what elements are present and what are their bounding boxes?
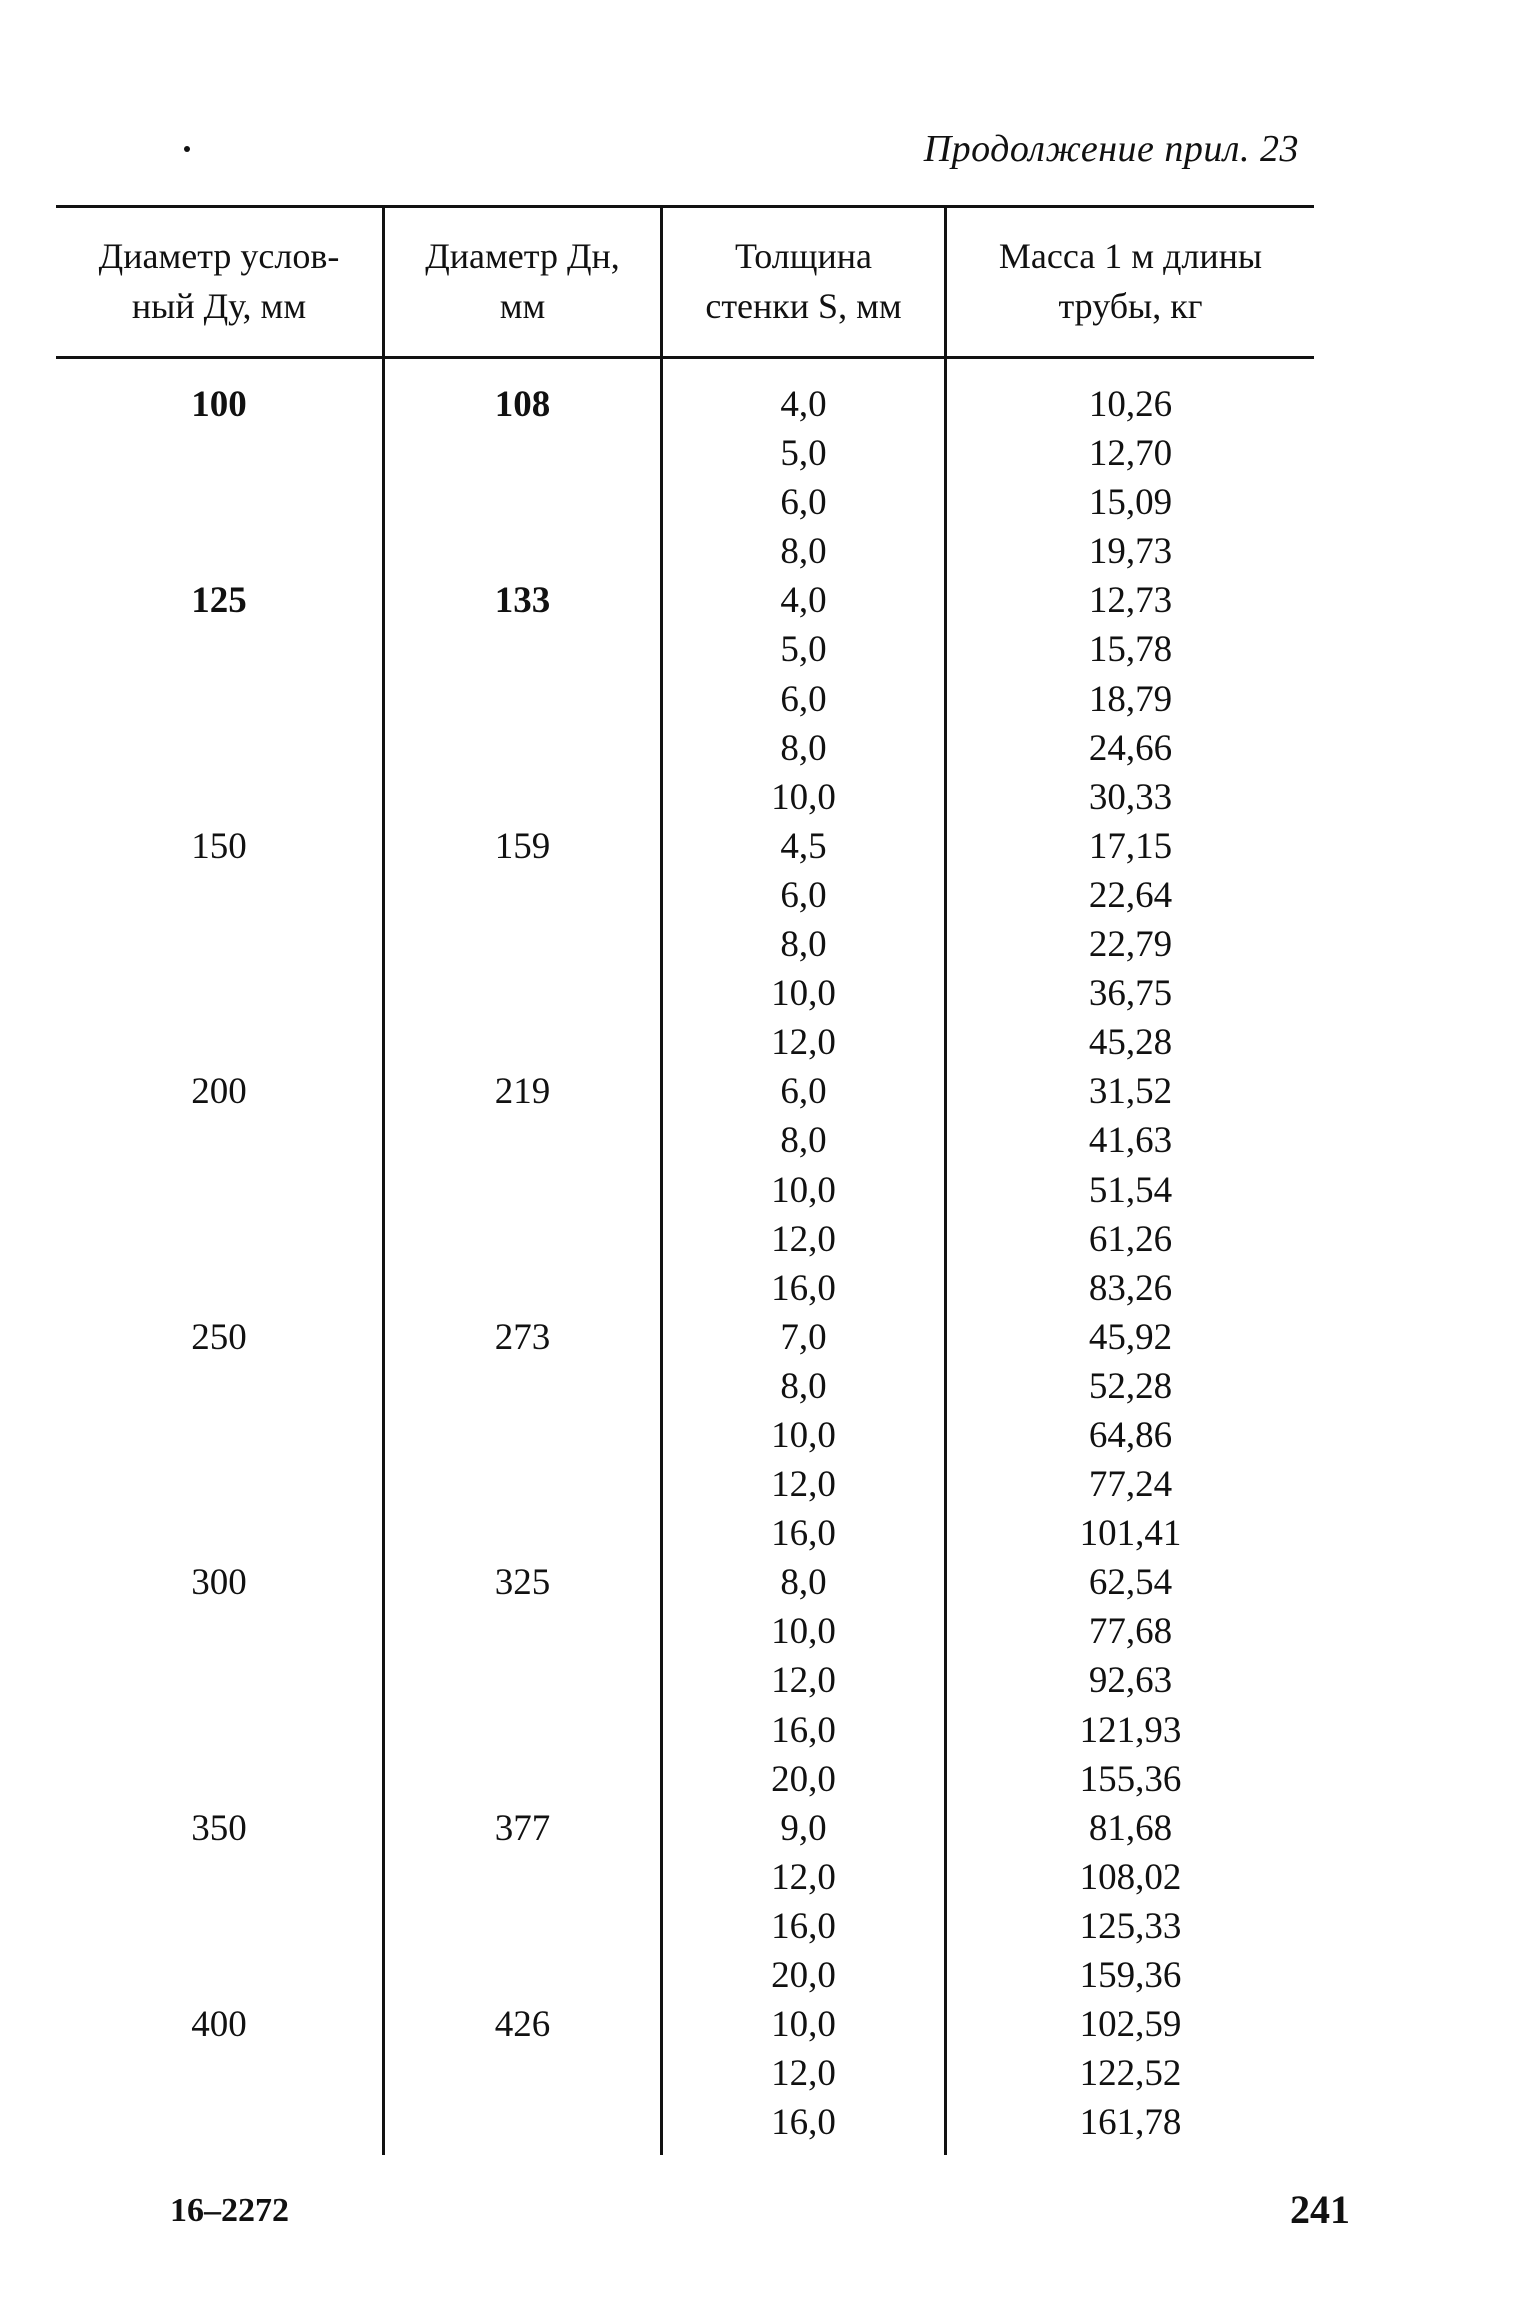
table-row (56, 1362, 1314, 1411)
table-row (56, 2098, 1314, 2147)
nominal-diameter-cell: 200 (191, 1071, 247, 1113)
wall-thickness-cell: 8,0 (780, 1365, 827, 1407)
wall-thickness-cell: 4,5 (780, 825, 827, 867)
wall-thickness-cell: 12,0 (771, 2053, 836, 2095)
table-row (56, 380, 1314, 429)
table-row (56, 1951, 1314, 2000)
table-row (56, 822, 1314, 871)
table-row (56, 2000, 1314, 2049)
header-line: Диаметр услов- (98, 236, 340, 276)
table-row (56, 625, 1314, 674)
wall-thickness-cell: 20,0 (771, 1955, 836, 1996)
mass-cell: 155,36 (1079, 1758, 1182, 1800)
table-body (56, 380, 1314, 2147)
table-row (56, 724, 1314, 773)
nominal-diameter-cell: 125 (191, 580, 247, 622)
table-row (56, 576, 1314, 625)
wall-thickness-cell: 6,0 (780, 678, 827, 720)
wall-thickness-cell: 12,0 (771, 1022, 836, 1064)
mass-cell: 22,79 (1088, 924, 1173, 966)
header-bottom-rule (56, 356, 1314, 359)
wall-thickness-cell: 7,0 (780, 1316, 827, 1358)
wall-thickness-cell: 4,0 (780, 384, 827, 425)
mass-cell: 77,24 (1088, 1464, 1173, 1506)
mass-cell: 30,33 (1088, 776, 1173, 818)
wall-thickness-cell: 8,0 (780, 727, 827, 769)
header-line: ный Ду, мм (131, 286, 307, 326)
wall-thickness-cell: 5,0 (780, 433, 827, 475)
wall-thickness-cell: 16,0 (771, 1267, 836, 1309)
table-row (56, 1460, 1314, 1509)
outer-diameter-cell: 426 (494, 2004, 551, 2046)
table-row (56, 969, 1314, 1018)
wall-thickness-cell: 10,0 (771, 1611, 836, 1653)
wall-thickness-cell: 6,0 (780, 1071, 827, 1113)
printer-signature: 16–2272 (170, 2192, 289, 2229)
mass-cell: 83,26 (1088, 1267, 1173, 1309)
wall-thickness-cell: 10,0 (771, 1414, 836, 1456)
table-row (56, 675, 1314, 724)
table-row (56, 1411, 1314, 1460)
wall-thickness-cell: 12,0 (771, 1660, 836, 1702)
mass-cell: 19,73 (1088, 531, 1173, 573)
mass-cell: 52,28 (1088, 1365, 1173, 1407)
mass-cell: 24,66 (1088, 727, 1173, 769)
mass-cell: 77,68 (1088, 1611, 1173, 1653)
nominal-diameter-cell: 300 (191, 1562, 247, 1604)
wall-thickness-cell: 16,0 (771, 1905, 836, 1947)
mass-cell: 17,15 (1088, 825, 1173, 867)
nominal-diameter-cell: 350 (191, 1807, 247, 1849)
wall-thickness-cell: 20,0 (771, 1758, 836, 1800)
header-nominal-diameter (56, 231, 382, 331)
wall-thickness-cell: 9,0 (780, 1807, 827, 1849)
table-row (56, 1558, 1314, 1607)
table-row (56, 478, 1314, 527)
header-line: трубы, кг (1058, 286, 1203, 326)
table-row (56, 1215, 1314, 1264)
header-outer-diameter (385, 231, 660, 331)
page-number: 241 (1290, 2187, 1350, 2232)
nominal-diameter-cell: 150 (191, 825, 247, 867)
mass-cell: 45,28 (1088, 1022, 1173, 1064)
wall-thickness-cell: 8,0 (780, 1120, 827, 1162)
table-row (56, 1804, 1314, 1853)
wall-thickness-cell: 12,0 (771, 1464, 836, 1506)
mass-cell: 61,26 (1088, 1218, 1173, 1260)
header-line: мм (499, 286, 546, 326)
mass-cell: 92,63 (1088, 1660, 1173, 1702)
mass-cell: 15,09 (1088, 482, 1173, 524)
wall-thickness-cell: 5,0 (780, 629, 827, 671)
table-row (56, 1018, 1314, 1067)
wall-thickness-cell: 16,0 (771, 2102, 836, 2144)
wall-thickness-cell: 6,0 (780, 482, 827, 524)
header-line: Диаметр Дн, (425, 236, 620, 276)
wall-thickness-cell: 10,0 (771, 2004, 836, 2046)
mass-cell: 10,26 (1088, 384, 1173, 425)
header-wall-thickness (663, 231, 944, 331)
table-row (56, 1656, 1314, 1705)
mass-cell: 125,33 (1079, 1905, 1182, 1947)
table-row (56, 2049, 1314, 2098)
table-row (56, 773, 1314, 822)
outer-diameter-cell: 325 (494, 1562, 551, 1604)
nominal-diameter-cell: 100 (191, 384, 247, 425)
wall-thickness-cell: 4,0 (780, 580, 827, 622)
outer-diameter-cell: 377 (494, 1807, 551, 1849)
header-line: Масса 1 м длины (998, 236, 1263, 276)
mass-cell: 62,54 (1088, 1562, 1173, 1604)
wall-thickness-cell: 16,0 (771, 1513, 836, 1555)
bullet-mark (184, 146, 190, 152)
mass-cell: 36,75 (1088, 973, 1173, 1015)
table-row (56, 1607, 1314, 1656)
mass-cell: 22,64 (1088, 874, 1173, 916)
wall-thickness-cell: 8,0 (780, 924, 827, 966)
table-row (56, 429, 1314, 478)
mass-cell: 31,52 (1088, 1071, 1173, 1113)
wall-thickness-cell: 8,0 (780, 1562, 827, 1604)
header-line: Толщина (734, 236, 872, 276)
outer-diameter-cell: 108 (494, 384, 551, 425)
outer-diameter-cell: 159 (494, 825, 551, 867)
table-row (56, 871, 1314, 920)
table-row (56, 1853, 1314, 1902)
nominal-diameter-cell: 400 (191, 2004, 247, 2046)
mass-cell: 122,52 (1079, 2053, 1182, 2095)
table-row (56, 1116, 1314, 1165)
table-row (56, 920, 1314, 969)
mass-cell: 12,73 (1088, 580, 1173, 622)
mass-cell: 108,02 (1079, 1856, 1182, 1898)
mass-cell: 101,41 (1079, 1513, 1182, 1555)
mass-cell: 121,93 (1079, 1709, 1182, 1751)
mass-cell: 64,86 (1088, 1414, 1173, 1456)
table-row (56, 1706, 1314, 1755)
outer-diameter-cell: 219 (494, 1071, 551, 1113)
wall-thickness-cell: 10,0 (771, 973, 836, 1015)
mass-cell: 41,63 (1088, 1120, 1173, 1162)
table-row (56, 1902, 1314, 1951)
wall-thickness-cell: 12,0 (771, 1218, 836, 1260)
table-row (56, 527, 1314, 576)
wall-thickness-cell: 6,0 (780, 874, 827, 916)
table-row (56, 1755, 1314, 1804)
mass-cell: 18,79 (1088, 678, 1173, 720)
mass-cell: 81,68 (1088, 1807, 1173, 1849)
table-top-rule (56, 205, 1314, 208)
mass-cell: 12,70 (1088, 433, 1173, 475)
wall-thickness-cell: 12,0 (771, 1856, 836, 1898)
table-row (56, 1313, 1314, 1362)
mass-cell: 159,36 (1079, 1955, 1182, 1996)
wall-thickness-cell: 8,0 (780, 531, 827, 573)
mass-cell: 51,54 (1088, 1169, 1173, 1211)
wall-thickness-cell: 16,0 (771, 1709, 836, 1751)
mass-cell: 15,78 (1088, 629, 1173, 671)
outer-diameter-cell: 273 (494, 1316, 551, 1358)
table-row (56, 1509, 1314, 1558)
mass-cell: 161,78 (1079, 2102, 1182, 2144)
wall-thickness-cell: 10,0 (771, 776, 836, 818)
mass-cell: 102,59 (1079, 2004, 1182, 2046)
table-row (56, 1166, 1314, 1215)
outer-diameter-cell: 133 (494, 580, 551, 622)
running-head: Продолжение прил. 23 (923, 128, 1299, 170)
header-mass-per-meter (947, 231, 1314, 331)
nominal-diameter-cell: 250 (191, 1316, 247, 1358)
header-line: стенки S, мм (705, 286, 902, 326)
table-row (56, 1264, 1314, 1313)
table-row (56, 1067, 1314, 1116)
mass-cell: 45,92 (1088, 1316, 1173, 1358)
wall-thickness-cell: 10,0 (771, 1169, 836, 1211)
